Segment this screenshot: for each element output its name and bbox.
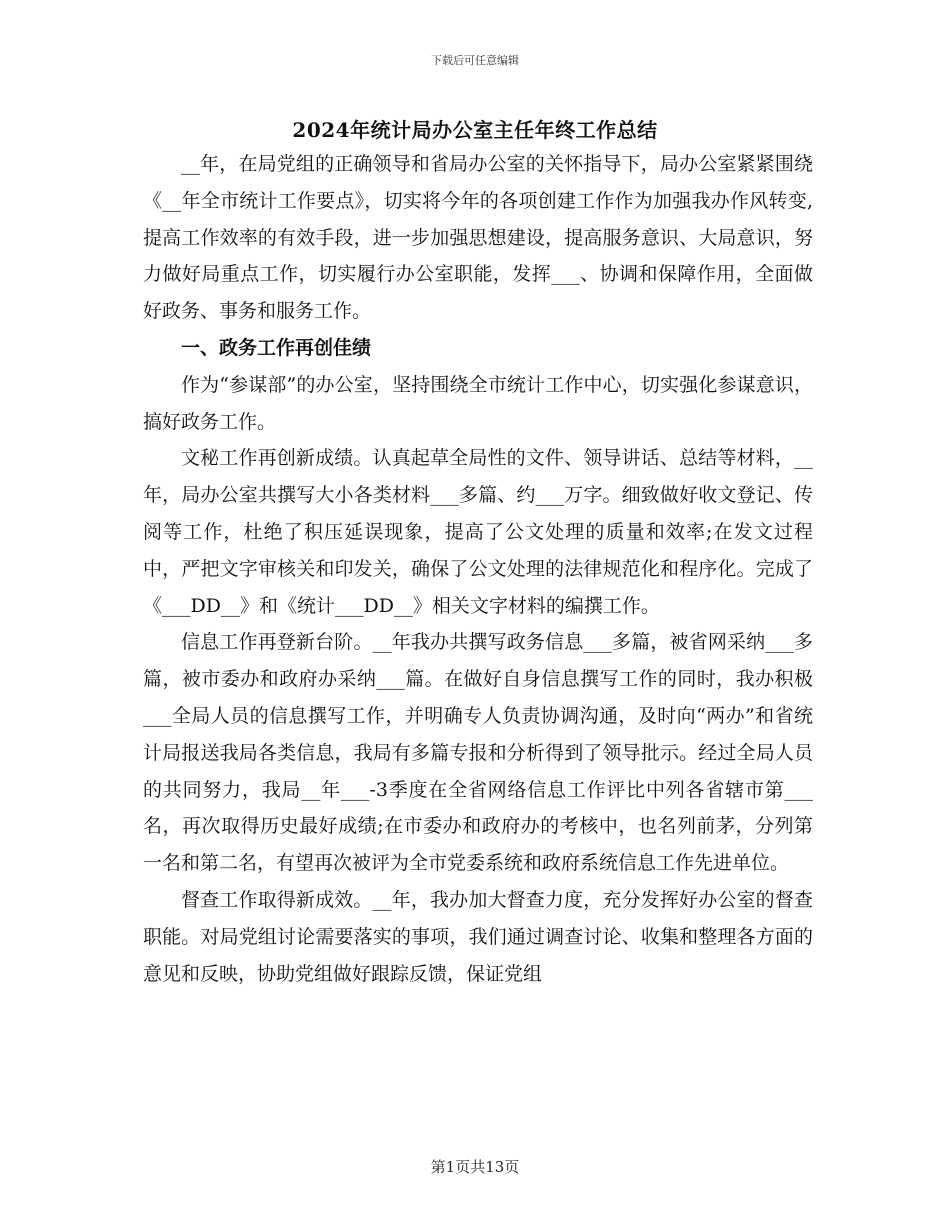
document-body (143, 146, 813, 992)
document-title: 2024年统计局办公室主任年终工作总结 (292, 118, 658, 142)
section-heading: 一、政务工作再创佳绩 (181, 336, 372, 359)
body-paragraph: 文秘工作再创新成绩。认真起草全局性的文件、领导讲话、总结等材料，__年，局办公室共撰写大小各类材料___多篇、约___万字。细致做好收文登记、传阅等工作，杜绝了积压延误现象，提高了公文处理的质量和效率;在发文过程中，严把文字审核关和印发关，确保了公文处理的法律规范化和程序化。完成了《___DD__》和《统计___DD__》相关文字材料的编撰工作。 (143, 447, 813, 617)
body-paragraph: 作为“参谋部”的办公室，坚持围绕全市统计工作中心，切实强化参谋意识，搞好政务工作。 (143, 373, 813, 433)
intro-paragraph: __年，在局党组的正确领导和省局办公室的关怀指导下，局办公室紧紧围绕《__年全市统计工作要点》，切实将今年的各项创建工作作为加强我办作风转变,提高工作效率的有效手段，进一步加强思想建设，提高服务意识、大局意识，努力做好局重点工作，切实履行办公室职能，发挥___、协调和保障作用，全面做好政务、事务和服务工作。 (143, 153, 813, 323)
body-paragraph: 信息工作再登新台阶。__年我办共撰写政务信息___多篇，被省网采纳___多篇，被市委办和政府办采纳___篇。在做好自身信息撰写工作的同时，我办积极___全局人员的信息撰写工作，并明确专人负责协调沟通，及时向“两办”和省统计局报送我局各类信息，我局有多篇专报和分析得到了领导批示。经过全局人员的共同努力，我局__年___-3季度在全省网络信息工作评比中列各省辖市第___名，再次取得历史最好成绩;在市委办和政府办的考核中，也名列前茅，分列第一名和第二名，有望再次被评为全市党委系统和政府系统信息工作先进单位。 (143, 631, 813, 875)
page-number: 第1页共13页 (430, 1158, 520, 1176)
header-note: 下载后可任意编辑 (431, 54, 519, 67)
body-paragraph: 督查工作取得新成效。__年，我办加大督查力度，充分发挥好办公室的督查职能。对局党组讨论需要落实的事项，我们通过调查讨论、收集和整理各方面的意见和反映，协助党组做好跟踪反馈，保证党组 (143, 888, 813, 985)
